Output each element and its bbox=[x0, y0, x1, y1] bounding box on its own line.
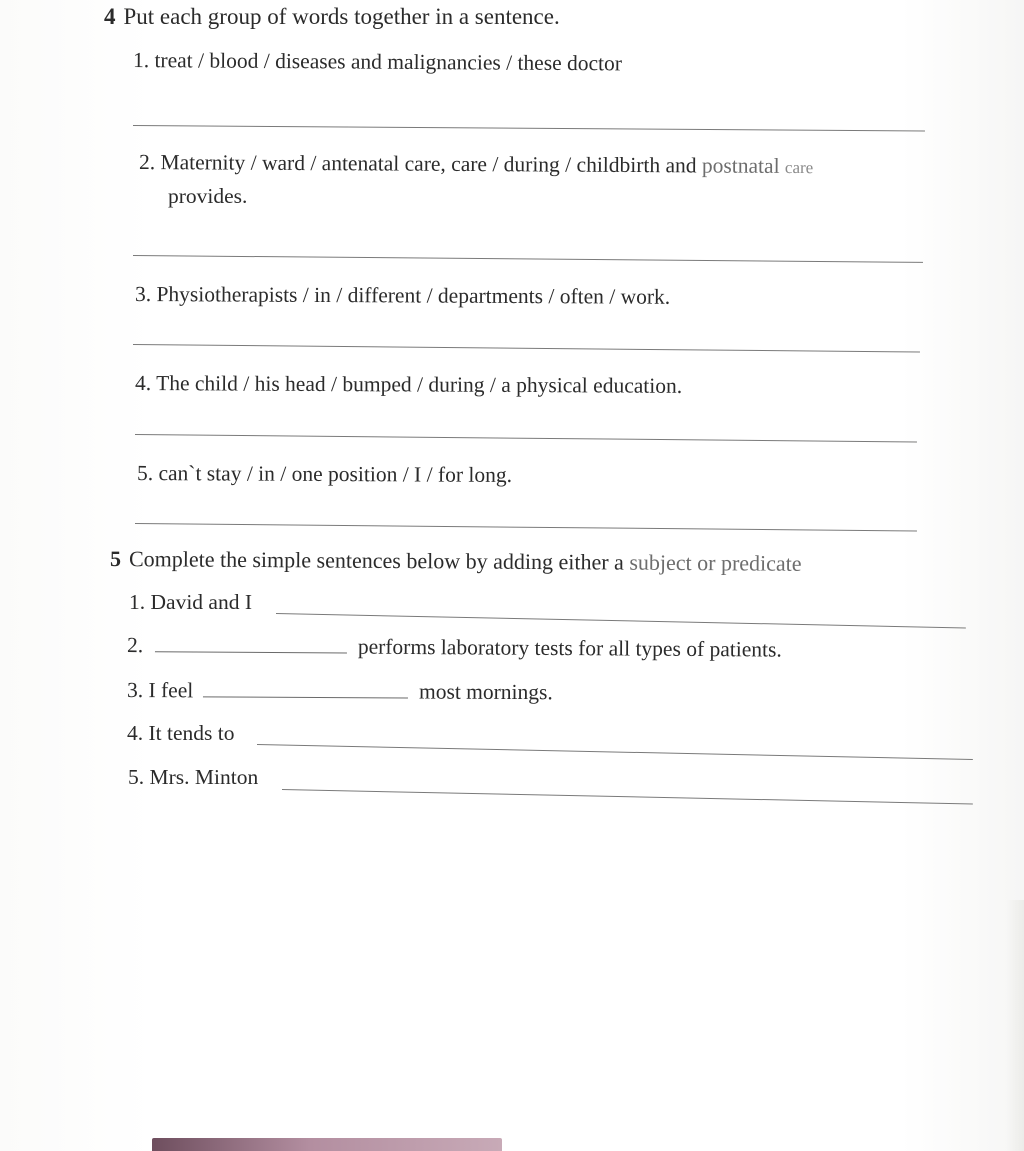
exercise-4-item-4: 4. The child / his head / bumped / during / a physical education. bbox=[134, 371, 683, 398]
answer-line-5-5[interactable] bbox=[282, 789, 973, 804]
exercise-5-item-5 bbox=[128, 765, 258, 790]
exercise-5-heading bbox=[110, 546, 802, 577]
exercise-5-item-3-suffix: most mornings. bbox=[418, 679, 553, 705]
exercise-4-item-2-faded-small: care bbox=[784, 157, 814, 178]
exercise-5-instruction: Complete the simple sentences below by adding either a bbox=[128, 546, 624, 575]
answer-line-5-4[interactable] bbox=[257, 744, 973, 760]
exercise-5-item-1 bbox=[129, 590, 252, 615]
exercise-4-number: 4 bbox=[104, 4, 116, 29]
exercise-5-item-2 bbox=[127, 633, 782, 663]
exercise-4-item-2 bbox=[139, 150, 813, 179]
exercise-4-item-5: 5. can`t stay / in / one position / I / for long. bbox=[136, 461, 513, 487]
answer-line-4-2[interactable] bbox=[133, 255, 923, 263]
page-edge-shadow bbox=[1006, 900, 1024, 1151]
exercise-4-item-3: 3. Physiotherapists / in / different / departments / often / work. bbox=[134, 282, 671, 309]
exercise-4-item-2-faded: postnatal bbox=[701, 153, 780, 178]
exercise-5-item-2-prefix: 2. bbox=[126, 633, 144, 658]
blank-5-2[interactable] bbox=[154, 650, 346, 653]
answer-line-4-5[interactable] bbox=[135, 523, 917, 532]
exercise-4-item-2-continuation: provides. bbox=[168, 184, 248, 208]
exercise-5-number: 5 bbox=[109, 546, 122, 572]
exercise-5-item-5-prefix: 5. Mrs. Minton bbox=[128, 765, 259, 789]
exercise-5-item-4-prefix: 4. It tends to bbox=[127, 721, 235, 745]
blank-5-3[interactable] bbox=[203, 695, 408, 698]
answer-line-4-4[interactable] bbox=[135, 434, 917, 443]
answer-line-5-1[interactable] bbox=[276, 613, 966, 628]
exercise-5-item-4 bbox=[127, 721, 235, 746]
exercise-5-instruction-faded: subject or predicate bbox=[629, 549, 802, 576]
exercise-4-heading bbox=[104, 4, 560, 30]
exercise-5-item-3 bbox=[127, 678, 553, 705]
exercise-5-item-2-suffix: performs laboratory tests for all types of patients. bbox=[357, 634, 782, 662]
exercise-4-instruction: Put each group of words together in a sentence. bbox=[123, 4, 560, 29]
exercise-4-item-2-text: 2. Maternity / ward / antenatal care, care / during / childbirth and bbox=[138, 150, 697, 178]
exercise-5-item-1-prefix: 1. David and I bbox=[129, 590, 252, 614]
answer-line-4-3[interactable] bbox=[133, 344, 920, 353]
answer-line-4-1[interactable] bbox=[133, 125, 925, 132]
footer-color-stripe bbox=[152, 1138, 502, 1151]
exercise-5-item-3-prefix: 3. I feel bbox=[126, 678, 194, 703]
exercise-4-item-1: 1. treat / blood / diseases and malignancies / these doctor bbox=[132, 48, 623, 76]
